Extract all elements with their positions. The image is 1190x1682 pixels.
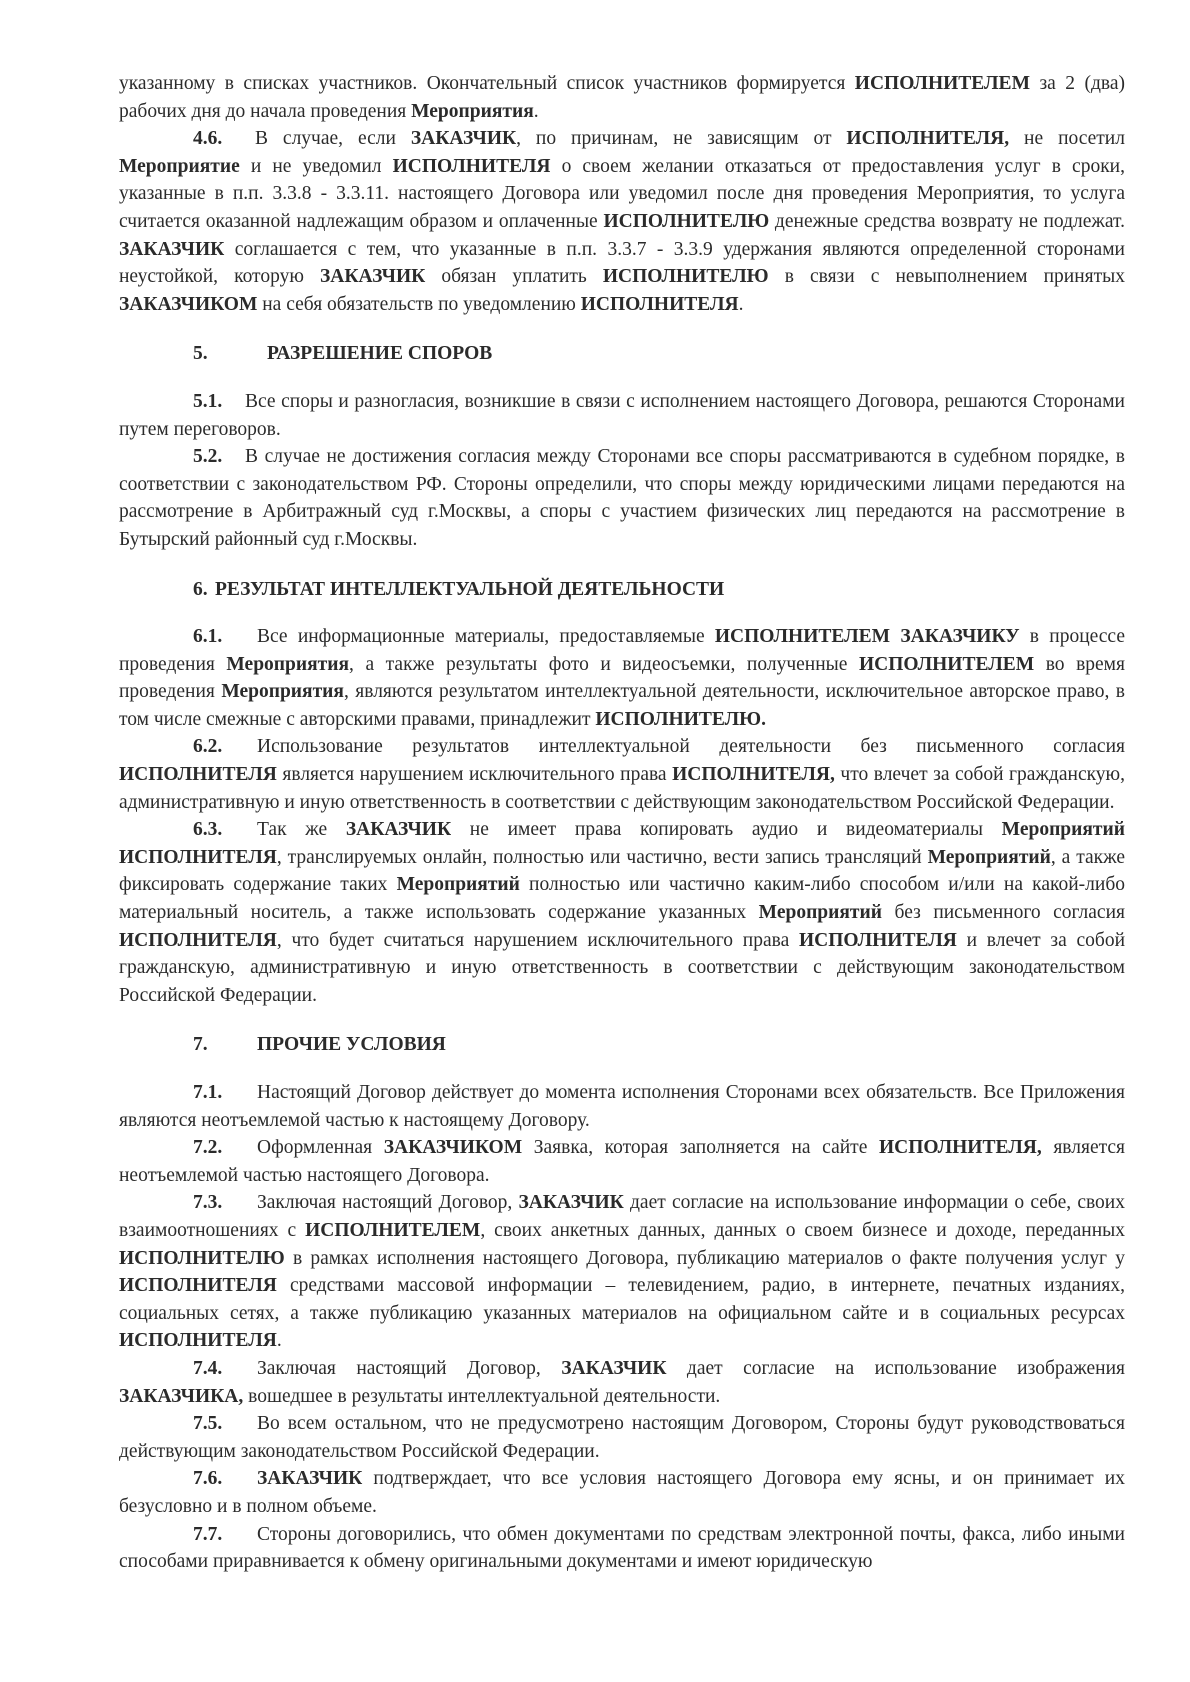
text: , а также результаты фото и видеосъемки, полученные [349,653,859,675]
clause-number: 7.3. [193,1192,223,1214]
text: в процессе проведения [119,626,1125,675]
bold-term: ЗАКАЗЧИК [561,1357,667,1379]
clause-6-1 [119,623,1125,733]
section-number: 5. [193,343,208,365]
bold-term: ИСПОЛНИТЕЛЕМ [854,73,1030,94]
bold-term: ИСПОЛНИТЕЛЯ [119,929,277,951]
bold-term: ЗАКАЗЧИКА, [119,1385,244,1407]
bold-term: ИСПОЛНИТЕЛЕМ ЗАКАЗЧИКУ [714,626,1020,648]
text: , являются результатом интеллектуальной деятельности, исключительное авторское право, в том числе смежные с авторскими правами, принадлежит [119,681,1126,730]
text: во время проведения [119,653,1125,703]
bold-term: ИСПОЛНИТЕЛЯ, [878,1137,1042,1159]
text: Настоящий Договор действует до момента исполнения Сторонами всех обязательств. Все Приложения являются неотъемлемой частью к настоящему Договору. [119,1082,1125,1131]
clause-4-6 [119,125,1125,318]
bold-term: ИСПОЛНИТЕЛЯ, [672,764,835,786]
text: является нарушением исключительного права [276,764,673,786]
text: является неотъемлемой частью настоящего Договора. [119,1137,1125,1186]
bold-term: Мероприятия [411,100,534,122]
clause-number: 5.1. [193,390,223,412]
text: , своих анкетных данных, данных о своем бизнесе и доходе, переданных [480,1219,1125,1241]
text: . [738,293,744,315]
text: дает согласие на использование изображения [666,1357,1125,1379]
section-title: РЕЗУЛЬТАТ ИНТЕЛЛЕКТУАЛЬНОЙ ДЕЯТЕЛЬНОСТИ [215,578,725,600]
bold-term: ИСПОЛНИТЕЛЯ [580,293,739,315]
section-title: ПРОЧИЕ УСЛОВИЯ [257,1034,446,1056]
bold-term: Мероприятие [119,155,240,177]
bold-term: Мероприятия [226,653,350,675]
bold-term: Мероприятий [758,902,882,924]
bold-term: ИСПОЛНИТЕЛЕМ [305,1219,481,1241]
clause-number: 7.5. [193,1413,223,1435]
text: в связи с невыполнением принятых [768,266,1125,288]
bold-term: ИСПОЛНИТЕЛЯ [119,764,277,786]
section-heading-5 [119,340,1125,368]
bold-term: ЗАКАЗЧИК [119,238,225,260]
clause-7-2 [119,1134,1125,1189]
text: не посетил [1009,128,1125,150]
section-number: 6. [193,578,208,600]
text: не имеет права копировать аудио и видеоматериалы [451,819,1002,841]
clause-number: 7.6. [193,1468,223,1490]
text: Все споры и разногласия, возникшие в связи с исполнением настоящего Договора, решаются Сторонами путем переговоров. [119,390,1125,440]
bold-term: ЗАКАЗЧИК [518,1192,624,1214]
bold-term: ИСПОЛНИТЕЛЕМ [858,653,1035,675]
bold-term: ИСПОЛНИТЕЛЮ. [595,708,766,730]
text: Оформленная [257,1137,384,1159]
text: , что будет считаться нарушением исключительного права [276,929,799,951]
clause-7-7 [119,1521,1125,1576]
text: Заявка, которая заполняется на сайте [522,1137,879,1159]
clause-7-5 [119,1410,1125,1465]
bold-term: Мероприятий [927,846,1051,868]
text: Использование результатов интеллектуальной деятельности без письменного согласия [257,736,1125,758]
text: полностью или частично каким-либо способом и/или на какой-либо материальный носитель, а также использовать содержание указанных [119,874,1125,924]
text: и влечет за собой гражданскую, административную и иную ответственность в соответствии с действующим законодательством Российской Федерации. [119,929,1125,1006]
bold-term: ЗАКАЗЧИКОМ [383,1137,523,1159]
bold-term: ЗАКАЗЧИК [257,1468,363,1490]
clause-number: 6.3. [193,819,223,841]
text: Все информационные материалы, предоставляемые [257,626,715,648]
bold-term: ИСПОЛНИТЕЛЯ, [846,128,1010,150]
text: . [276,1330,282,1352]
text: дает согласие на использование информации о себе, своих взаимоотношениях с [119,1192,1125,1241]
text: обязан уплатить [425,266,603,288]
text: за 2 (два) рабочих дня до начала проведения [119,73,1126,122]
text: указанному в списках участников. Окончательный список участников формируется [119,73,855,94]
clause-number: 7.4. [193,1357,223,1379]
text: средствами массовой информации – телевидением, радио, в интернете, печатных изданиях, социальных сетях, а также публикацию указанных материалов на официальном сайте и в социальных ресурсах [119,1275,1125,1324]
text: и не уведомил [239,155,393,177]
text: В случае не достижения согласия между Сторонами все споры рассматриваются в судебном порядке, в соответствии с законодательством РФ. Стороны определили, что споры между юридическими лицами передаются на рассмотрение в Арбитражный суд г.Москвы, а споры с участием физических лиц передаются на рассмотрение в Бутырский районный суд г.Москвы. [119,446,1125,550]
clause-5-1 [119,388,1125,443]
text: в рамках исполнения настоящего Договора, публикацию материалов о факте получения услуг у [284,1247,1125,1269]
clause-number: 6.1. [193,626,223,648]
text: , по причинам, не зависящим от [516,128,847,150]
bold-term: ЗАКАЗЧИК [319,266,426,288]
bold-term: ИСПОЛНИТЕЛЯ [392,155,551,177]
section-heading-6 [119,576,1125,604]
clause-6-2 [119,733,1125,816]
text: . [533,100,539,122]
text: на себя обязательств по уведомлению [257,293,581,315]
text: о своем желании отказаться от предоставления услуг в сроки, указанные в п.п. 3.3.8 - 3.3.11. настоящего Договора или уведомил после дня проведения Мероприятия, то услуга считается оказанной надлежащим образом и оплаченные [119,155,1125,232]
clause-number: 5.2. [193,446,223,468]
bold-term: ЗАКАЗЧИК [345,819,452,841]
text: Заключая настоящий Договор, [257,1357,562,1379]
text: соглашается с тем, что указанные в п.п. 3.3.7 - 3.3.9 удержания являются определенной сторонами неустойкой, которую [119,238,1125,288]
bold-term: ЗАКАЗЧИКОМ [119,293,258,315]
text: подтверждает, что все условия настоящего Договора ему ясны, и он принимает их безусловно и в полном объеме. [119,1468,1125,1517]
clause-number: 7.2. [193,1137,223,1159]
bold-term: ИСПОЛНИТЕЛЮ [119,1247,285,1269]
paragraph-intro [119,70,1125,125]
document-page [119,70,1125,1576]
bold-term: ИСПОЛНИТЕЛЮ [602,266,769,288]
text: Заключая настоящий Договор, [257,1192,519,1214]
clause-7-4 [119,1355,1125,1410]
text: вошедшее в результаты интеллектуальной деятельности. [243,1385,721,1407]
bold-term: Мероприятий ИСПОЛНИТЕЛЯ [119,819,1125,868]
clause-7-1 [119,1079,1125,1134]
text: без письменного согласия [882,902,1125,924]
bold-term: ИСПОЛНИТЕЛЮ [603,210,770,232]
bold-term: ЗАКАЗЧИК [410,128,517,150]
text: что влечет за собой гражданскую, административную и иную ответственность в соответствии с действующим законодательством Российской Федерации. [119,764,1125,813]
clause-7-3 [119,1189,1125,1355]
text: , а также фиксировать содержание таких [119,846,1125,896]
clause-number: 7.1. [193,1082,223,1103]
bold-term: ИСПОЛНИТЕЛЯ [799,929,957,951]
text: В случае, если [255,128,411,150]
section-number: 7. [193,1034,208,1056]
text: Стороны договорились, что обмен документами по средствам электронной почты, факса, либо иными способами приравнивается к обмену оригинальными документами и имеют юридическую [119,1523,1125,1573]
clause-number: 7.7. [193,1523,223,1545]
clause-number: 6.2. [193,736,223,758]
clause-6-3 [119,816,1125,1009]
clause-number: 4.6. [193,128,223,150]
text: Во всем остальном, что не предусмотрено настоящим Договором, Стороны будут руководствоваться действующим законодательством Российской Федерации. [119,1413,1125,1462]
section-title: РАЗРЕШЕНИЕ СПОРОВ [267,343,493,365]
bold-term: ИСПОЛНИТЕЛЯ [119,1275,277,1297]
section-heading-7 [119,1031,1125,1059]
text: денежные средства возврату не подлежат. [769,210,1125,232]
text: Так же [257,819,346,841]
clause-7-6 [119,1465,1125,1520]
bold-term: ИСПОЛНИТЕЛЯ [119,1330,277,1352]
clause-5-2 [119,443,1125,553]
bold-term: Мероприятий [396,874,520,896]
bold-term: Мероприятия [221,681,344,703]
text: , транслируемых онлайн, полностью или частично, вести запись трансляций [276,846,928,868]
